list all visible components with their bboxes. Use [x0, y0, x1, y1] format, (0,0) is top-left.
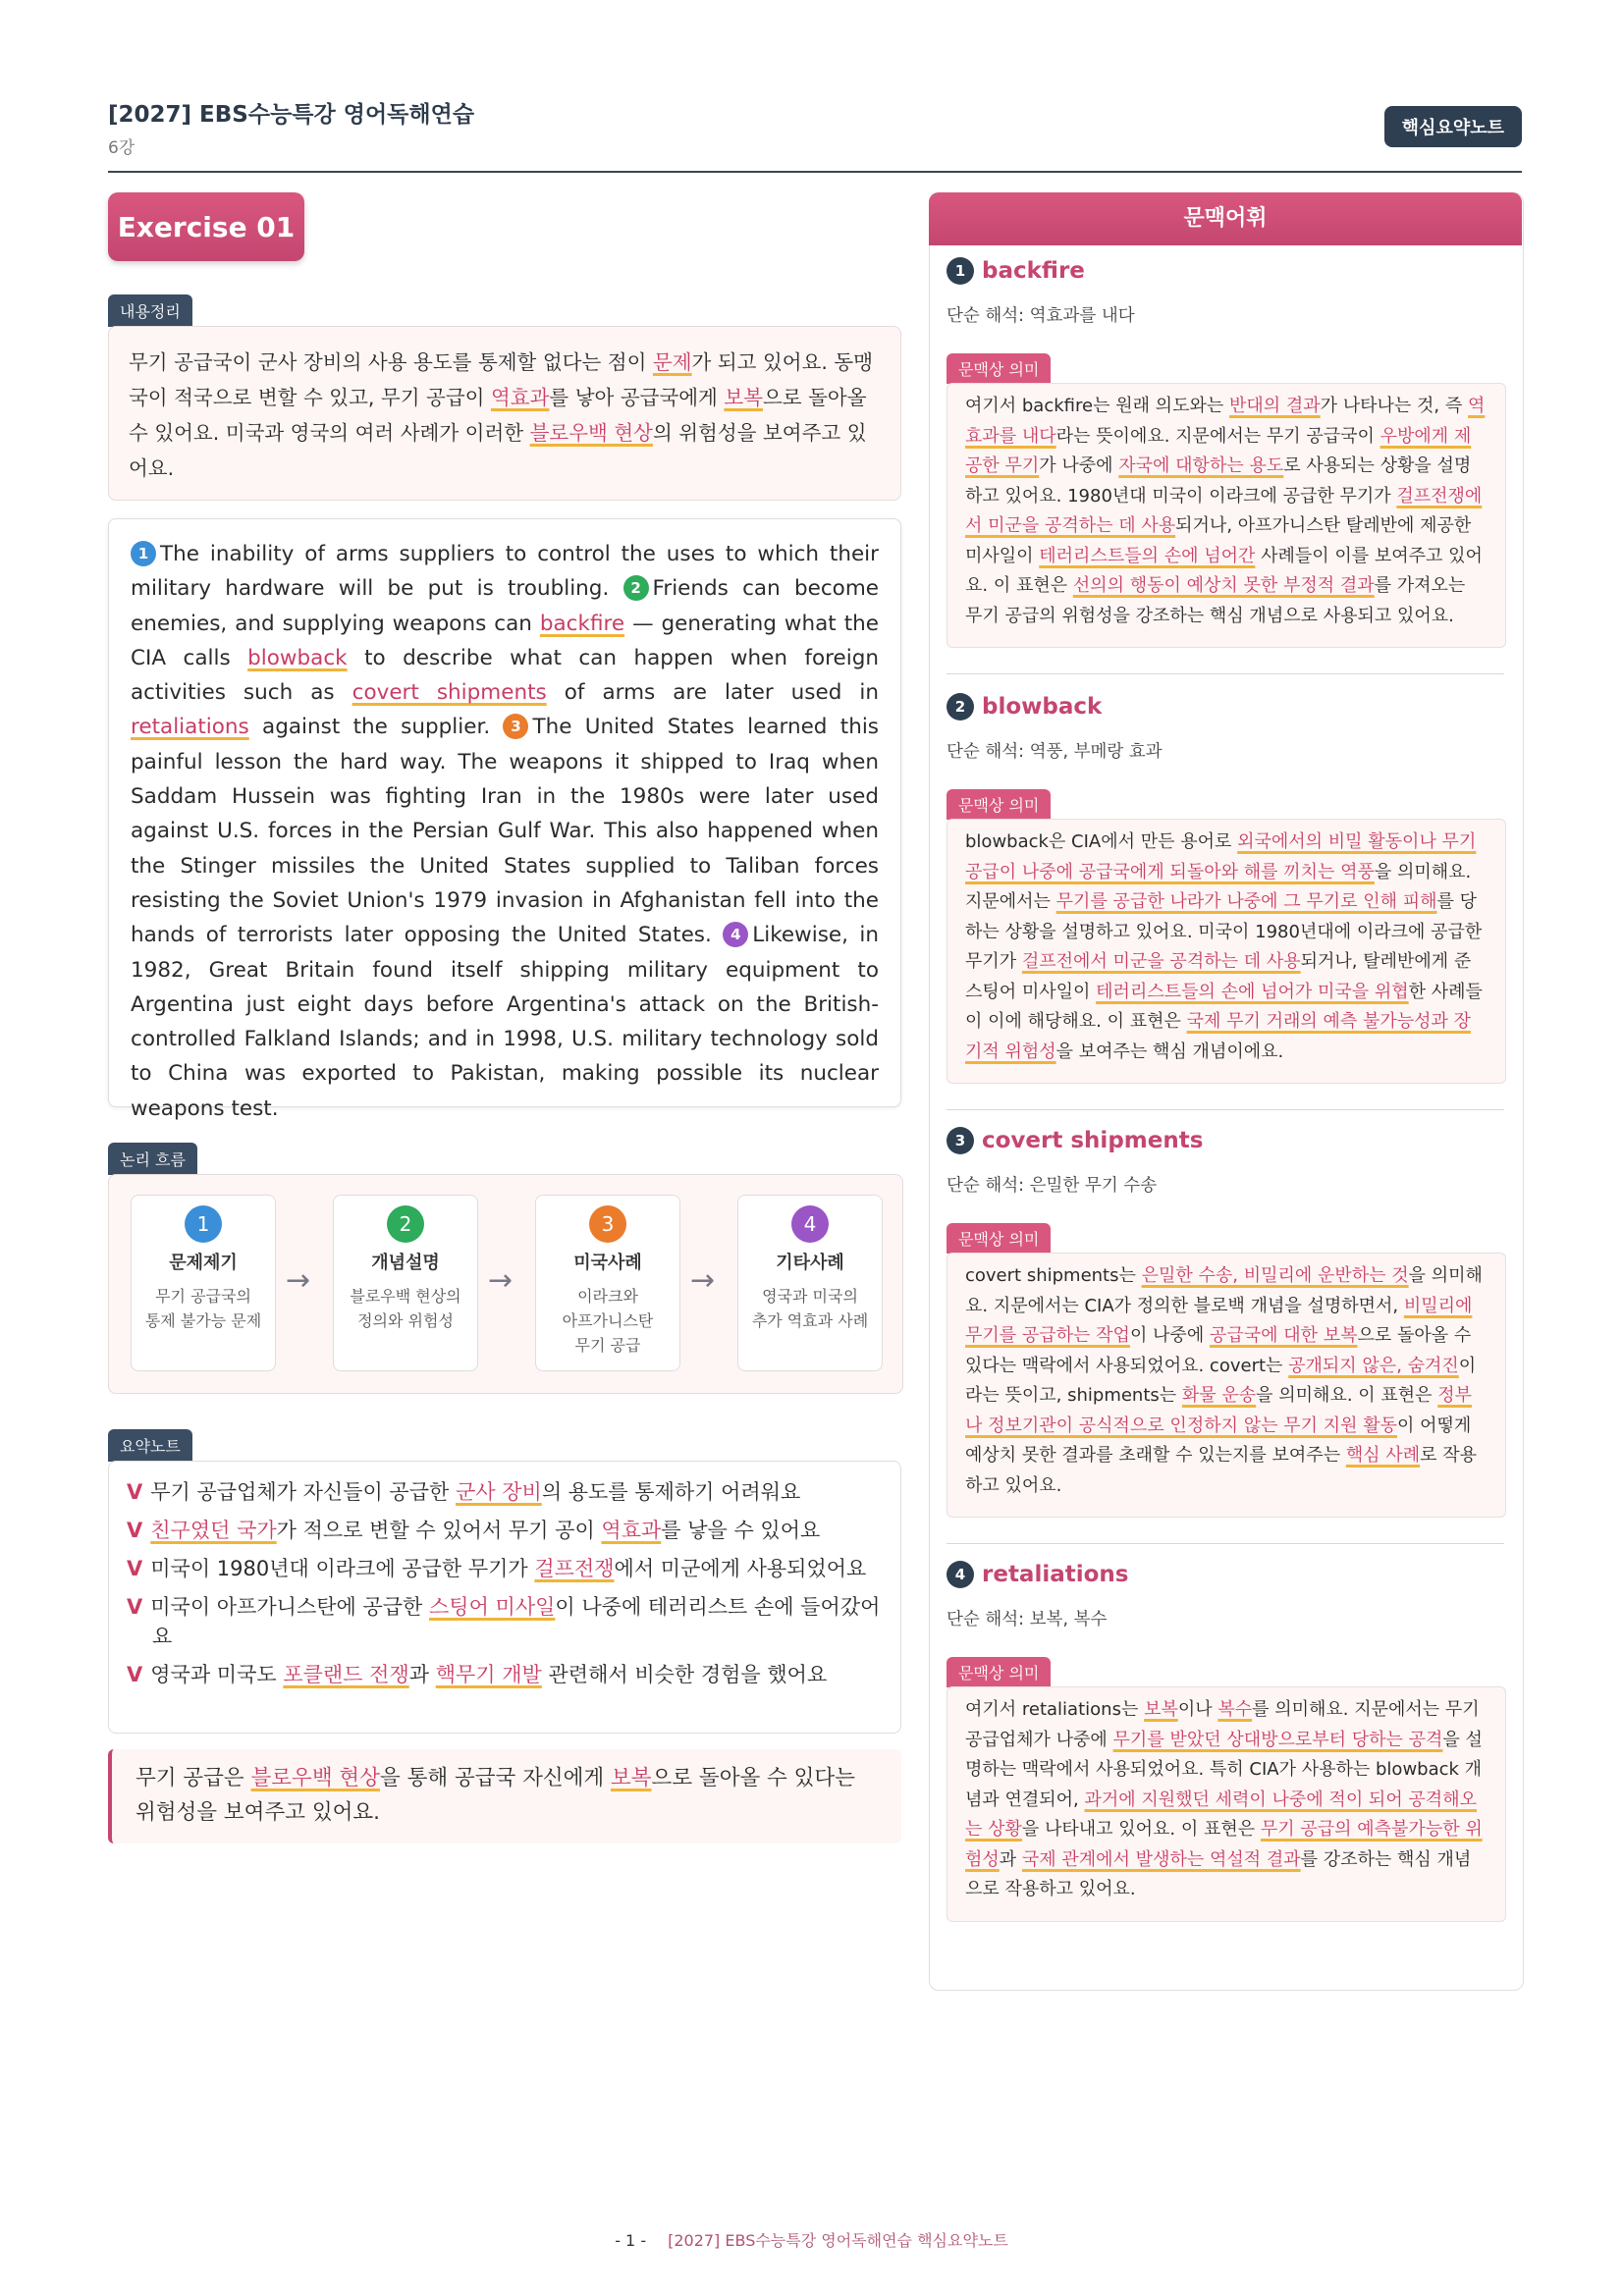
summary-text: 를 낳아 공급국에게 — [549, 386, 725, 409]
page-footer — [0, 2228, 1623, 2251]
summary-text: 가 되고 있어요. 동맹국이 적국으로 변할 수 있고, 무기 공급이 — [129, 350, 874, 409]
vocab-simple-meaning: 단순 해석: 역풍, 부메랑 효과 — [947, 742, 1163, 762]
flow-step-title: 기타사례 — [776, 1253, 844, 1273]
meaning-text: 이 어떻게 예상치 못한 결과를 초래할 수 있는지를 보여주는 — [965, 1415, 1472, 1466]
vocab-number: 1 — [947, 257, 974, 285]
sentence-2: against the supplier. — [262, 715, 491, 740]
context-meaning-box — [947, 819, 1506, 1084]
highlight-term: 복수 — [1217, 1699, 1253, 1720]
note-text: 미국이 아프가니스탄에 공급한 — [150, 1595, 430, 1619]
meaning-text: 을 설명하는 맥락에서 사용되었어요. 특히 CIA가 사용하는 blowback 개념과 연결되어, — [965, 1729, 1483, 1810]
summary-text: 무기 공급국이 군사 장비의 사용 용도를 통제할 없다는 점이 — [129, 350, 653, 374]
meaning-text: 이라는 뜻이고, shipments는 — [965, 1355, 1477, 1406]
meaning-text: 한 사례들이 이에 해당해요. 이 표현은 — [965, 981, 1483, 1032]
note-text: 이 나중에 테러리스트 손에 들어갔어요 — [152, 1595, 881, 1648]
meaning-text: 가 나중에 — [1039, 455, 1119, 476]
document-title: [2027] EBS수능특강 영어독해연습 — [108, 102, 475, 128]
vocab-word-text: covert shipments — [982, 1128, 1204, 1153]
exercise-label: Exercise 01 — [108, 192, 304, 261]
highlight-term: 반대의 결과 — [1228, 396, 1321, 416]
highlight-term: 핵심 사례 — [1345, 1445, 1421, 1466]
keyword-covert-shipments: covert shipments — [352, 680, 547, 706]
sentence-1: The inability of arms suppliers to control the uses to which their military hardware will be put is troubling. — [131, 542, 879, 602]
notes-tag: 요약노트 — [108, 1429, 192, 1462]
sentence-2: Friends can become enemies, and supplying weapons can — [131, 576, 879, 636]
vocab-word-text: blowback — [982, 694, 1103, 720]
vocab-simple-meaning: 단순 해석: 역효과를 내다 — [947, 306, 1135, 326]
highlight-term: 무기를 공급한 나라가 나중에 그 무기로 인해 피해 — [1055, 891, 1437, 912]
meaning-text: 라는 뜻이에요. 지문에서는 무기 공급국이 — [1055, 425, 1380, 447]
meaning-text: 여기서 backfire는 원래 의도와는 — [965, 396, 1229, 416]
reading-passage — [108, 518, 901, 1121]
meaning-text: 되거나, 아프가니스탄 탈레반에 제공한 미사일이 — [965, 515, 1472, 566]
vocab-word — [947, 257, 1085, 285]
conclusion-text: 으로 돌아올 수 있다는 위험성을 보여주고 있어요. — [135, 1766, 855, 1825]
divider — [947, 1109, 1504, 1110]
meaning-text: 가 나타나는 것, 즉 — [1320, 396, 1468, 416]
divider — [947, 673, 1504, 674]
context-meaning-tag: 문맥상 의미 — [947, 353, 1051, 384]
content-summary — [108, 326, 901, 501]
context-meaning-tag: 문맥상 의미 — [947, 1657, 1051, 1687]
vocab-word — [947, 693, 1102, 721]
highlight-term: 역효과 — [490, 386, 550, 409]
note-text: 영국과 미국도 — [150, 1663, 284, 1686]
meaning-text: 을 의미해요. 이 표현은 — [1256, 1385, 1438, 1406]
flow-step-number: 4 — [791, 1205, 829, 1243]
highlight-term: 국제 관계에서 발생하는 역설적 결과 — [1021, 1848, 1301, 1870]
highlight-term: 걸프전쟁 — [534, 1557, 615, 1580]
flow-step-card — [737, 1195, 883, 1371]
flow-step-number: 1 — [185, 1205, 222, 1243]
meaning-text: 로 작용하고 있어요. — [965, 1445, 1477, 1496]
sentence-3: The United States learned this painful lesson the hard way. The weapons it shipped to Iraq when Saddam Hussein was fighting Iran in the 1980s were later used against U.S. forces in the Persian Gulf War. This also happened when the Stinger missiles the United States supplied to Taliban forces resisting the Soviet Union's 1979 invasion in Afghanistan fell into the hands of terrorists later opposing the United States. — [131, 715, 879, 948]
arrow-right-icon: → — [690, 1263, 716, 1298]
summary-text: 의 위험성을 보여주고 있어요. — [129, 421, 867, 480]
sentence-number-1: 1 — [131, 541, 156, 566]
highlight-term: 공개되지 않은, 숨겨진 — [1288, 1355, 1459, 1376]
summary-notes — [108, 1461, 901, 1734]
highlight-term: 테러리스트들의 손에 넘어가 미국을 위협 — [1096, 981, 1409, 1002]
highlight-term: 스팅어 미사일 — [429, 1595, 556, 1619]
note-item — [127, 1516, 883, 1545]
check-mark-icon: V — [127, 1557, 143, 1580]
divider — [947, 1543, 1504, 1544]
flow-step-desc: 블로우백 현상의 정의와 위험성 — [350, 1287, 461, 1330]
highlight-term: 선의의 행동이 예상치 못한 부정적 결과 — [1072, 575, 1375, 596]
highlight-term: 역효과 — [601, 1519, 662, 1542]
check-mark-icon: V — [127, 1663, 143, 1686]
vocab-word-text: retaliations — [982, 1562, 1129, 1587]
highlight-term: 걸프전쟁에서 미군을 공격하는 데 사용 — [965, 485, 1483, 536]
vocab-number: 4 — [947, 1561, 974, 1588]
highlight-term: 자국에 대항하는 용도 — [1118, 455, 1284, 476]
vocab-word — [947, 1561, 1129, 1588]
meaning-text: 을 의미해요. 지문에서는 — [965, 861, 1472, 912]
highlight-term: 친구였던 국가 — [150, 1519, 277, 1542]
note-item — [127, 1477, 883, 1507]
note-item — [127, 1660, 883, 1689]
note-text: 에서 미군에게 사용되었어요 — [614, 1557, 867, 1580]
highlight-term: 무기 공급의 예측불가능한 위험성 — [965, 1819, 1483, 1870]
flow-step-title: 문제제기 — [169, 1253, 238, 1273]
conclusion-text: 무기 공급은 — [135, 1766, 251, 1790]
sentence-number-2: 2 — [623, 575, 649, 601]
note-text: 무기 공급업체가 자신들이 공급한 — [150, 1480, 456, 1504]
meaning-text: 이나 — [1177, 1699, 1218, 1720]
highlight-term: 포클랜드 전쟁 — [283, 1663, 409, 1686]
flow-step-card — [535, 1195, 680, 1371]
flow-step-desc: 이라크와 아프가니스탄 무기 공급 — [562, 1287, 654, 1355]
highlight-term: 블로우백 현상 — [250, 1766, 380, 1790]
highlight-term: 과거에 지원했던 세력이 나중에 적이 되어 공격해오는 상황 — [965, 1789, 1477, 1840]
page-number: - 1 - — [615, 2231, 647, 2250]
highlight-term: 보복 — [611, 1766, 652, 1790]
page-header — [108, 90, 1522, 173]
context-meaning-tag: 문맥상 의미 — [947, 789, 1051, 820]
highlight-term: 우방에게 제공한 무기 — [965, 425, 1472, 476]
highlight-term: 보복 — [724, 386, 763, 409]
note-text: 를 낳을 수 있어요 — [661, 1519, 821, 1542]
meaning-text: 를 가져오는 무기 공급의 위험성을 강조하는 핵심 개념으로 사용되고 있어요. — [965, 575, 1466, 626]
highlight-term: 군사 장비 — [455, 1480, 542, 1504]
note-text: 관련해서 비슷한 경험을 했어요 — [541, 1663, 828, 1686]
highlight-term: 외국에서의 비밀 활동이나 무기 공급이 나중에 공급국에게 되돌아와 해를 끼치는 역풍 — [965, 831, 1477, 882]
vocab-header: 문맥어휘 — [929, 192, 1522, 245]
flow-step-number: 2 — [387, 1205, 424, 1243]
keyword-blowback: blowback — [247, 645, 348, 670]
vocab-number: 2 — [947, 693, 974, 721]
lesson-number: 6강 — [108, 138, 135, 158]
highlight-term: 테러리스트들의 손에 넘어간 — [1039, 545, 1256, 566]
highlight-term: 정부나 정보기관이 공식적으로 인정하지 않는 무기 지원 활동 — [965, 1385, 1473, 1436]
highlight-term: 문제 — [652, 350, 692, 374]
logic-flow — [108, 1174, 903, 1394]
meaning-text: 로 사용되는 상황을 설명하고 있어요. 1980년대 미국이 이라크에 공급한 무기가 — [965, 455, 1472, 507]
conclusion-box — [108, 1749, 901, 1843]
keyword-backfire: backfire — [539, 611, 625, 636]
context-meaning-tag: 문맥상 의미 — [947, 1223, 1051, 1254]
conclusion-text: 을 통해 공급국 자신에게 — [379, 1766, 611, 1790]
flow-step-card — [131, 1195, 276, 1371]
flow-step-desc: 무기 공급국의 통제 불가능 문제 — [144, 1287, 262, 1330]
meaning-text: 을 나타내고 있어요. 이 표현은 — [1021, 1819, 1261, 1840]
sentence-number-3: 3 — [503, 714, 528, 739]
highlight-term: 국제 무기 거래의 예측 불가능성과 장기적 위험성 — [965, 1011, 1472, 1062]
check-mark-icon: V — [127, 1519, 143, 1542]
summary-text: 으로 돌아올 수 있어요. 미국과 영국의 여러 사례가 이러한 — [129, 386, 867, 445]
meaning-text: covert shipments는 — [965, 1265, 1142, 1286]
highlight-term: 비밀리에 무기를 공급하는 작업 — [965, 1295, 1473, 1346]
check-mark-icon: V — [127, 1480, 143, 1504]
highlight-term: 블로우백 현상 — [529, 421, 653, 445]
highlight-term: 공급국에 대한 보복 — [1209, 1325, 1358, 1346]
highlight-term: 핵무기 개발 — [435, 1663, 542, 1686]
highlight-term: 걸프전에서 미군을 공격하는 데 사용 — [1021, 951, 1301, 972]
highlight-term: 무기를 받았던 상대방으로부터 당하는 공격 — [1112, 1729, 1443, 1750]
sentence-2: to describe what can happen when foreign activities such as — [131, 645, 879, 706]
meaning-text: 으로 돌아올 수 있다는 맥락에서 사용되었어요. covert는 — [965, 1325, 1472, 1376]
meaning-text: 를 강조하는 핵심 개념으로 작용하고 있어요. — [965, 1848, 1472, 1899]
context-meaning-box — [947, 383, 1506, 648]
keyword-retaliations: retaliations — [131, 715, 249, 740]
sentence-2: of arms are later used in — [564, 680, 879, 706]
flow-step-card — [333, 1195, 478, 1371]
note-item — [127, 1592, 883, 1651]
highlight-term: 은밀한 수송, 비밀리에 운반하는 것 — [1141, 1265, 1409, 1286]
meaning-text: blowback은 CIA에서 만든 용어로 — [965, 831, 1238, 852]
summary-tag: 내용정리 — [108, 294, 192, 327]
meaning-text: 과 — [999, 1848, 1022, 1870]
highlight-term: 화물 운송 — [1181, 1385, 1257, 1406]
flow-step-title: 개념설명 — [371, 1253, 440, 1273]
vocab-number: 3 — [947, 1127, 974, 1154]
highlight-term: 보복 — [1144, 1699, 1178, 1720]
flow-step-desc: 영국과 미국의 추가 역효과 사례 — [751, 1287, 869, 1330]
vocab-word-text: backfire — [982, 258, 1085, 284]
note-text: 의 용도를 통제하기 어려워요 — [541, 1480, 801, 1504]
meaning-text: 를 당하는 상황을 설명하고 있어요. 미국이 1980년대에 이라크에 공급한 무기가 — [965, 891, 1483, 972]
footer-title: [2027] EBS수능특강 영어독해연습 핵심요약노트 — [668, 2231, 1008, 2250]
context-meaning-box — [947, 1686, 1506, 1922]
note-text: 과 — [408, 1663, 436, 1686]
meaning-text: 되거나, 탈레반에게 준 스팅어 미사일이 — [965, 951, 1472, 1002]
flow-step-title: 미국사례 — [573, 1253, 642, 1273]
sentence-2: — generating what the CIA calls — [131, 611, 879, 670]
vocab-simple-meaning: 단순 해석: 보복, 복수 — [947, 1610, 1108, 1629]
note-item — [127, 1554, 883, 1583]
meaning-text: 을 보여주는 핵심 개념이에요. — [1055, 1041, 1284, 1062]
flow-step-number: 3 — [589, 1205, 626, 1243]
note-text: 가 적으로 변할 수 있어서 무기 공이 — [276, 1519, 602, 1542]
meaning-text: 여기서 retaliations는 — [965, 1699, 1145, 1720]
sentence-4: Likewise, in 1982, Great Britain found itself shipping military equipment to Argentina just eight days before Argentina's attack on the British-controlled Falkland Islands; and in 1998, U.S. military technology sold to China was exported to Pakistan, making possible its nuclear weapons test. — [131, 923, 879, 1121]
highlight-term: 역효과를 내다 — [965, 396, 1486, 447]
vocab-word — [947, 1127, 1203, 1154]
vocab-simple-meaning: 단순 해석: 은밀한 무기 수송 — [947, 1176, 1158, 1196]
context-meaning-box — [947, 1253, 1506, 1518]
flow-tag: 논리 흐름 — [108, 1143, 197, 1175]
arrow-right-icon: → — [488, 1263, 514, 1298]
arrow-right-icon: → — [286, 1263, 311, 1298]
sentence-number-4: 4 — [723, 922, 748, 947]
meaning-text: 사례들이 이를 보여주고 있어요. 이 표현은 — [965, 545, 1483, 596]
check-mark-icon: V — [127, 1595, 143, 1619]
note-type-badge: 핵심요약노트 — [1384, 106, 1522, 147]
meaning-text: 이 나중에 — [1129, 1325, 1210, 1346]
note-text: 미국이 1980년대 이라크에 공급한 무기가 — [150, 1557, 535, 1580]
meaning-text: 을 의미해요. 지문에서는 CIA가 정의한 블로백 개념을 설명하면서, — [965, 1265, 1483, 1316]
meaning-text: 를 의미해요. 지문에서는 무기공급업체가 나중에 — [965, 1699, 1480, 1750]
